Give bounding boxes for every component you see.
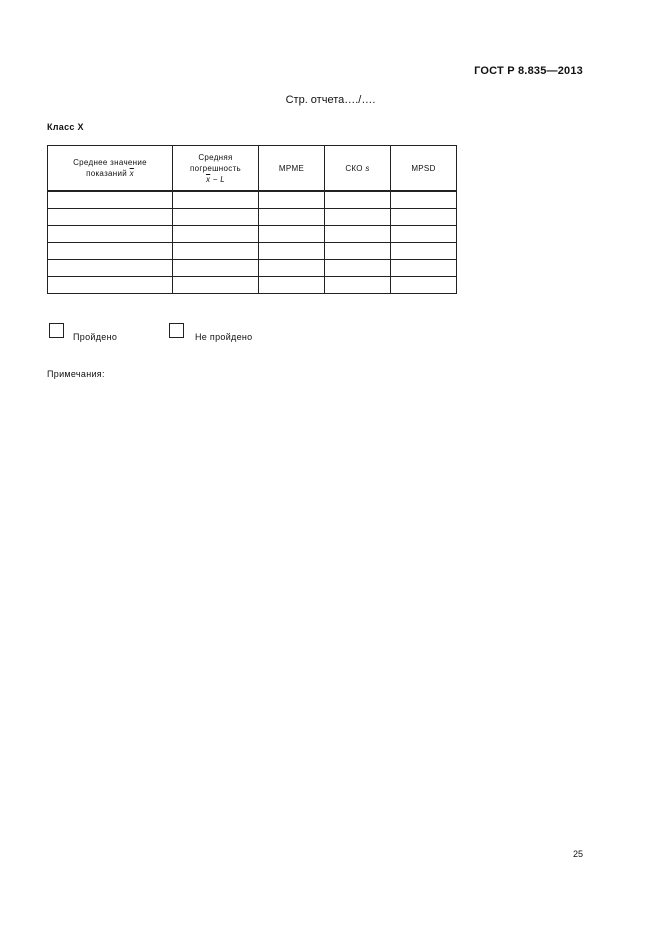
table-cell[interactable] [259,260,325,277]
table-cell[interactable] [325,243,391,260]
table-cell[interactable] [391,277,457,294]
header-mean-value [48,146,173,192]
table-row [48,226,457,243]
header-mpme: MPME [259,146,325,192]
table-cell[interactable] [325,191,391,209]
table-cell[interactable] [48,243,173,260]
standard-code: ГОСТ Р 8.835—2013 [474,65,583,77]
table-cell[interactable] [48,277,173,294]
table-cell[interactable] [259,191,325,209]
header-mpsd: MPSD [391,146,457,192]
failed-label: Не пройдено [195,332,253,342]
header-mean-line1: Среднее значение [73,158,147,167]
header-mean-error [173,146,259,192]
header-error-line1: Средняя [198,152,233,162]
table-cell[interactable] [173,277,259,294]
report-page-label: Стр. отчета…./…. [285,94,376,106]
table-cell[interactable] [48,260,173,277]
header-sko [325,146,391,192]
table-cell[interactable] [48,191,173,209]
passed-label: Пройдено [73,332,118,342]
table-cell[interactable] [259,209,325,226]
x-bar-symbol: $\overline{x}$ [205,174,211,184]
table-cell[interactable] [173,243,259,260]
results-table [47,145,457,294]
table-cell[interactable] [173,226,259,243]
table-header-row [48,146,457,192]
header-mean-line2: показаний [86,169,128,178]
passed-checkbox[interactable] [49,323,64,338]
table-cell[interactable] [48,209,173,226]
table-cell[interactable] [173,191,259,209]
table-cell[interactable] [391,243,457,260]
header-error-line2: погрешность [189,163,241,173]
header-sko-text: СКО [345,163,366,173]
table-cell[interactable] [391,209,457,226]
table-row [48,243,457,260]
class-label: Класс X [47,122,84,132]
table-cell[interactable] [325,226,391,243]
table-cell[interactable] [391,191,457,209]
notes-label: Примечания: [47,369,105,379]
table-cell[interactable] [391,260,457,277]
table-cell[interactable] [325,277,391,294]
minus-l-symbol: − L [210,174,226,184]
table-row [48,191,457,209]
table-cell[interactable] [173,209,259,226]
page-number: 25 [572,849,583,859]
table-row [48,277,457,294]
table-cell[interactable] [259,277,325,294]
table-cell[interactable] [173,260,259,277]
table-cell[interactable] [391,226,457,243]
table-cell[interactable] [259,226,325,243]
s-symbol: s [365,163,370,173]
x-bar-symbol: $\overline{x}$ [129,169,134,178]
table-row [48,260,457,277]
failed-checkbox[interactable] [169,323,184,338]
table-cell[interactable] [325,209,391,226]
table-row [48,209,457,226]
table-cell[interactable] [259,243,325,260]
table-cell[interactable] [325,260,391,277]
table-cell[interactable] [48,226,173,243]
